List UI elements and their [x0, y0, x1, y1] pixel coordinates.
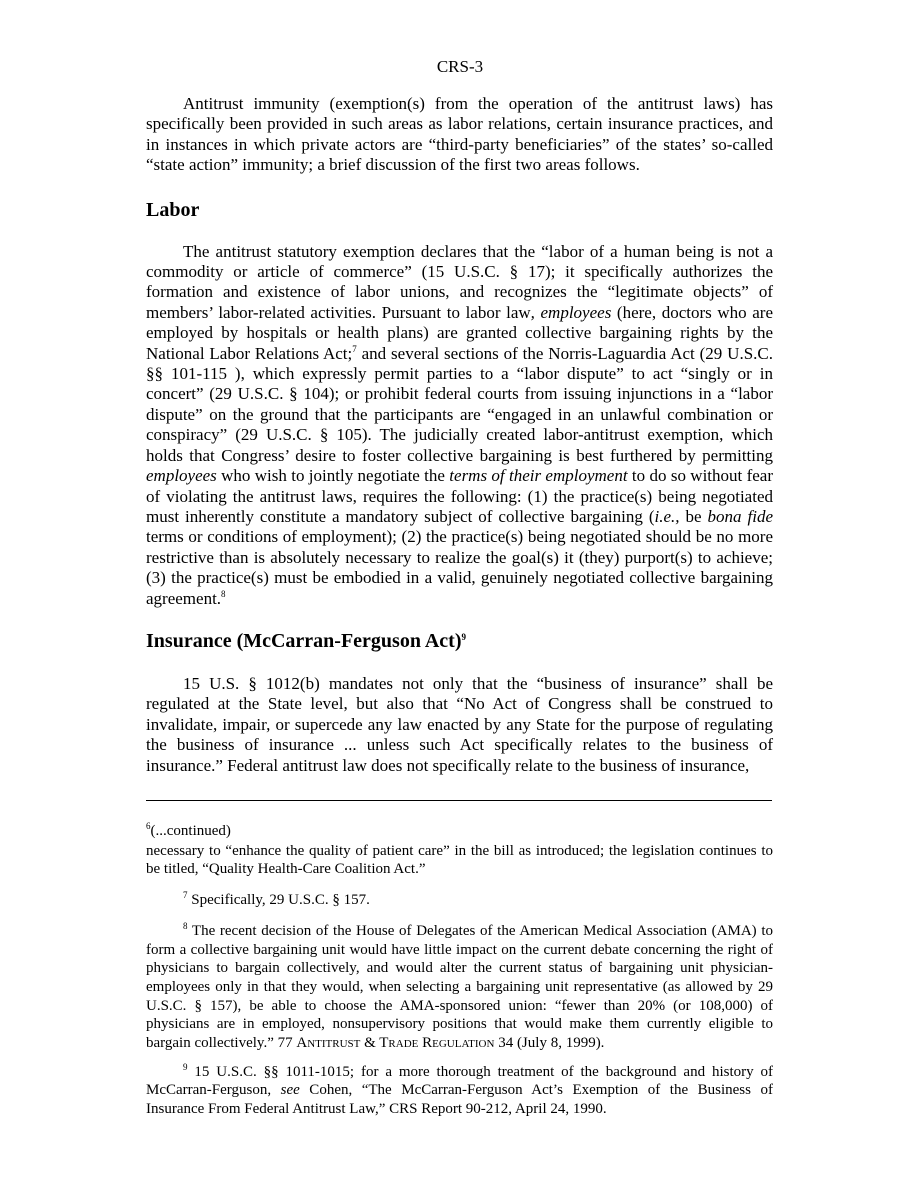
- labor-text: to do so without fear of violating the antitrust laws, requires the following: (1) the practice(s) being negotiated must inherently constitute a mandatory subject of collective bargaining (: [146, 466, 773, 526]
- document-body: [146, 94, 773, 776]
- footnotes-section: [146, 822, 773, 1119]
- footnote-9: [146, 1063, 773, 1119]
- emphasis-bona-fide: bona fide: [707, 506, 773, 526]
- labor-text: be: [679, 506, 708, 526]
- footnote-ref-9: 9: [461, 631, 466, 642]
- labor-text: who wish to jointly negotiate the: [216, 466, 450, 486]
- labor-text: (here, doctors who are employed by hospitals or health plans) are granted collective bargaining rights by the National Labor Relations Act;: [146, 302, 773, 363]
- intro-paragraph: Antitrust immunity (exemption(s) from the operation of the antitrust laws) has specifically been provided in such areas as labor relations, certain insurance practices, and in instances in which private actors are “third-party beneficiaries” of the states’ so-called “state action” immunity; a brief discussion of the first two areas follows.: [146, 94, 773, 175]
- page-number-header: CRS-3: [436, 57, 484, 76]
- footnote-ref-8: 8: [221, 588, 226, 599]
- labor-text: The antitrust statutory exemption declares that the “labor of a human being is not a commodity or article of commerce” (15 U.S.C. § 17); it specifically authorizes the formation and existence of labor unions, and recognizes the “legitimate objects” of members’ labor-related activities. Pursuant to labor law: [146, 241, 773, 322]
- footnote-8: [146, 922, 773, 1053]
- emphasis-employees: employees: [146, 466, 217, 486]
- labor-text: terms or conditions of employment); (2) the practice(s) being negotiated should be no more restrictive than is absolutely necessary to realize the goal(s) it (they) purport(s) to achieve; (3) the practice(s) must be embodied in a valid, genuinely negotiated collective bargaining agreement.: [146, 527, 773, 608]
- emphasis-ie: i.e.,: [654, 506, 680, 526]
- footnote-7: [146, 891, 773, 910]
- insurance-paragraph: 15 U.S. § 1012(b) mandates not only that the “business of insurance” shall be regulated at the State level, but also that “No Act of Congress shall be construed to invalidate, impair, or supercede any law enacted by any State for the purpose of regulating the business of insurance ... unless such Act specifically relates to the business of insurance.” Federal antitrust law does not specifically relate to the business of insurance,: [146, 673, 773, 775]
- footnote-divider: [146, 800, 772, 801]
- emphasis-employees: employees: [540, 302, 612, 322]
- labor-text: ,: [530, 302, 541, 322]
- footnote-text: 34 (July 8, 1999).: [494, 1035, 605, 1052]
- emphasis-terms: terms of their employment: [449, 466, 628, 486]
- emphasis-see: see: [280, 1082, 300, 1099]
- footnote-6-continuation: necessary to “enhance the quality of patient care” in the bill as introduced; the legislation continues to be titled, “Quality Health-Care Coalition Act.”: [146, 842, 773, 878]
- insurance-heading: [146, 629, 773, 653]
- footnote-ref-7: 7: [352, 343, 357, 354]
- footnote-text: The recent decision of the House of Delegates of the American Medical Association (AMA) to form a collective bargaining unit would have little impact on the current debate concerning the right of physicians to bargain collectively, and would alter the current status of bargaining unit physician-employees only in that they would, when selecting a bargaining unit representative (as allowed by 29 U.S.C. § 157), be able to choose the AMA-sponsored union: “fewer than 20% (or 108,000) of physicians are in employed, nonsupervisory positions that would make them currently eligible to bargain collectively.” 77: [146, 922, 773, 1052]
- footnote-text: Cohen, “The McCarran-Ferguson Act’s Exemption of the Business of Insurance From Federal Antitrust Law,” CRS Report 90-212, April 24, 1990.: [146, 1082, 773, 1118]
- footnote-number: 7: [183, 890, 188, 901]
- labor-heading: Labor: [146, 198, 200, 221]
- footnote-text: Specifically, 29 U.S.C. § 157.: [187, 892, 370, 909]
- footnote-continued-text: (...continued): [150, 823, 231, 839]
- journal-name: Antitrust & Trade Regulation: [296, 1035, 495, 1052]
- footnote-number: 9: [183, 1061, 188, 1072]
- footnote-number: 6: [146, 821, 151, 831]
- labor-text: and several sections of the Norris-Laguardia Act (29 U.S.C. §§ 101-115 ), which expressly permit parties to a “labor dispute” to act “singly or in concert” (29 U.S.C. § 104); or prohibit federal courts from issuing injunctions in a “labor dispute” on the ground that the participants are “engaged in an unlawful combination or conspiracy” (29 U.S.C. § 105). The judicially created labor-antitrust exemption, which holds that Congress’ desire to foster collective bargaining is best furthered by permitting: [146, 343, 773, 465]
- footnote-text: 15 U.S.C. §§ 1011-1015; for a more thorough treatment of the background and history of McCarran-Ferguson,: [146, 1063, 773, 1099]
- footnote-number: 8: [183, 920, 188, 931]
- labor-paragraph: [146, 242, 773, 609]
- insurance-heading-text: Insurance (McCarran-Ferguson Act): [146, 629, 462, 652]
- footnote-continued-label: [146, 822, 773, 841]
